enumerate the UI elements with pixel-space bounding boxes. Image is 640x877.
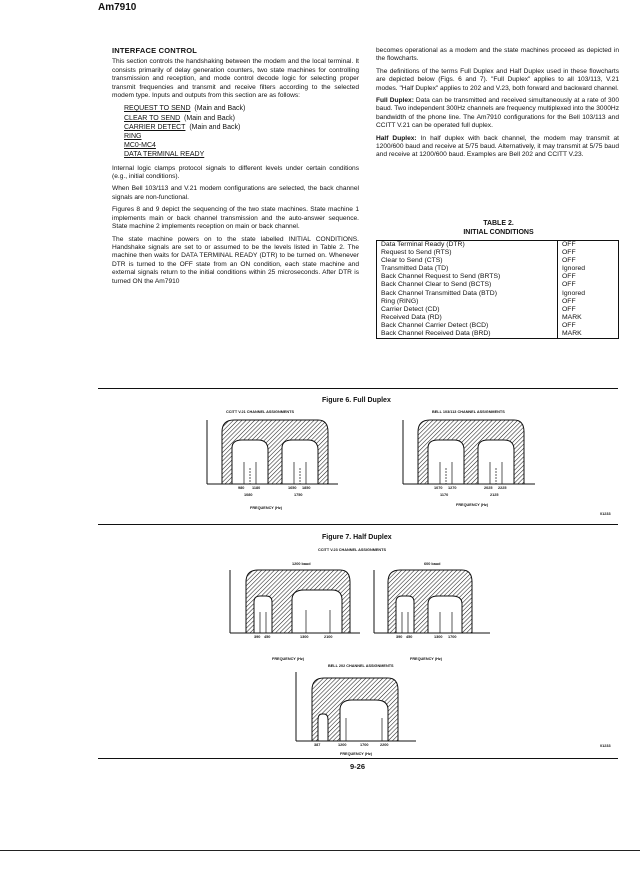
- tick-label: 390: [396, 635, 403, 639]
- tick-label: 980: [238, 486, 245, 490]
- value-cell: OFF: [558, 249, 619, 257]
- tick-label: 1700: [448, 635, 457, 639]
- value-cell: OFF: [558, 298, 619, 306]
- figure-6-right-label: BELL 103/113 CHANNEL ASSIGNMENTS: [432, 410, 505, 414]
- half-duplex-lead: Half Duplex:: [376, 134, 417, 142]
- table-title: TABLE 2.: [483, 220, 514, 227]
- value-cell: OFF: [558, 257, 619, 265]
- tick-label: 450: [406, 635, 413, 639]
- section-heading: INTERFACE CONTROL: [112, 46, 198, 55]
- value-cell: OFF: [558, 306, 619, 314]
- signal-cell: Back Channel Carrier Detect (BCD): [381, 321, 489, 329]
- value-cell: MARK: [558, 314, 619, 322]
- tick-label: 1200: [338, 743, 347, 747]
- list-item: MC0-MC4: [124, 142, 156, 150]
- figure-6-title: Figure 6. Full Duplex: [322, 397, 391, 404]
- axis-label: FREQUENCY (Hz): [250, 506, 282, 510]
- figure-7-right-diagram: [374, 570, 490, 633]
- figure-7-bottom-diagram: [296, 672, 416, 741]
- tick-label: 1700: [360, 743, 369, 747]
- tick-label: 1180: [252, 486, 261, 490]
- paragraph: Figures 8 and 9 depict the sequencing of the two state machines. State machine 1 implements main or back channel transmission and the auto-answer sequence. State machine 2 implements reception on main or back channel.: [112, 206, 359, 231]
- page-number: 9-26: [350, 762, 366, 771]
- axis-label: FREQUENCY (Hz): [272, 657, 304, 661]
- signal-cell: Back Channel Received Data (BRD): [381, 330, 491, 338]
- tick-label: 2225: [498, 486, 507, 490]
- tick-label: 1300: [300, 635, 309, 639]
- value-cell: MARK: [558, 330, 619, 339]
- figure-7-bottom-label: BELL 202 CHANNEL ASSIGNMENTS: [328, 664, 394, 668]
- list-item: REQUEST TO SEND (Main and Back): [124, 105, 246, 113]
- signal-cell: Ring (RING): [381, 297, 419, 305]
- signal-cell: Back Channel Transmitted Data (BTD): [381, 289, 497, 297]
- paragraph: When Bell 103/113 and V.21 modem configurations are selected, the back channel signals are non-functional.: [112, 185, 359, 201]
- paragraph: becomes operational as a modem and the state machines proceed as depicted in the flowcharts.: [376, 47, 619, 63]
- paragraph: The definitions of the terms Full Duplex and Half Duplex used in these flowcharts are depicted below (Figs. 6 and 7). "Full Duplex" applies to all 103/113, V.21 modes. "Half Duplex" applies to 202 and V.23, both forward and backward channel.: [376, 67, 619, 92]
- value-cell: OFF: [558, 281, 619, 289]
- figure-7-top-label: CCITT V.23 CHANNEL ASSIGNMENTS: [318, 548, 387, 552]
- figure-7-right-tag: 600 baud: [424, 562, 441, 566]
- axis-label: FREQUENCY (Hz): [410, 657, 442, 661]
- tick-label: 1750: [294, 493, 303, 497]
- tick-label: 390: [254, 635, 261, 639]
- tick-label: 450: [264, 635, 271, 639]
- tick-label: 1070: [434, 486, 443, 490]
- tick-label: 1850: [302, 486, 311, 490]
- signal-cell: Back Channel Request to Send (BRTS): [381, 273, 501, 281]
- signal-cell: Received Data (RD): [381, 313, 442, 321]
- figure-7-title: Figure 7. Half Duplex: [322, 534, 392, 541]
- signal-cell: Transmitted Data (TD): [381, 265, 449, 273]
- figure-7-left-tag: 1200 baud: [292, 562, 311, 566]
- paragraph: The state machine powers on to the state labelled INITIAL CONDITIONS. Handshake signals are set to or assumed to be the levels listed in Table 2. The machine then waits for DATA TERMINAL READY (DTR) to be turned on. Whenever DTR is turned to the OFF state from an ON condition, each state machine and external signals return to the initial conditions within 25 microseconds. After DTR is turned ON the Am7910: [112, 235, 359, 285]
- value-cell: OFF: [558, 273, 619, 281]
- list-item: DATA TERMINAL READY: [124, 151, 205, 159]
- list-item: CLEAR TO SEND (Main and Back): [124, 114, 236, 122]
- paragraph: Internal logic clamps protocol signals to different levels under certain conditions (e.g., initial conditions).: [112, 164, 359, 181]
- tick-label: 1080: [244, 493, 253, 497]
- half-duplex-text: In half duplex with back channel, the modem may transmit at 1200/600 baud and receive at 5/75 baud. Alternatively, it may transmit at 5/75 baud and receive at 1200/600 baud. Examples are Bell 202 and CCITT V.23.: [376, 134, 619, 159]
- figure-7-left-diagram: [230, 570, 360, 633]
- tick-label: 2125: [490, 493, 499, 497]
- value-cell: OFF: [558, 241, 619, 250]
- table-subtitle: INITIAL CONDITIONS: [463, 229, 534, 236]
- figure-6-left-label: CCITT V.21 CHANNEL ASSIGNMENTS: [226, 410, 295, 414]
- signal-cell: Back Channel Clear to Send (BCTS): [381, 281, 492, 289]
- paragraph: This section controls the handshaking between the modem and the local terminal. It consists primarily of delay generation counters, two state machines for controlling transmission and reception, and mode control decode logic for selecting proper transmit frequencies and transmit and receive filters according to the selected modem type. Inputs and outputs from this section are as follows:: [112, 58, 359, 100]
- tick-label: 1270: [448, 486, 457, 490]
- full-duplex-lead: Full Duplex:: [376, 97, 414, 105]
- axis-label: FREQUENCY (Hz): [456, 503, 488, 507]
- figure-code: 01233: [600, 512, 611, 516]
- tick-label: 1170: [440, 493, 449, 497]
- tick-label: 1650: [288, 486, 297, 490]
- tick-label: 1300: [434, 635, 443, 639]
- tick-label: 2200: [380, 743, 389, 747]
- divider: [98, 758, 618, 759]
- tick-label: 2100: [324, 635, 333, 639]
- value-cell: Ignored: [558, 290, 619, 298]
- tick-label: 387: [314, 743, 321, 747]
- figure-6-right-diagram: [403, 420, 535, 484]
- divider: [98, 524, 618, 525]
- signal-cell: Carrier Detect (CD): [381, 305, 440, 313]
- figure-6-left-diagram: [207, 420, 338, 484]
- page-header: Am7910: [98, 2, 137, 13]
- signal-cell: Request to Send (RTS): [381, 249, 452, 257]
- value-cell: Ignored: [558, 265, 619, 273]
- value-cell: OFF: [558, 322, 619, 330]
- signal-cell: Clear to Send (CTS): [381, 257, 443, 265]
- tick-label: 2025: [484, 486, 493, 490]
- bottom-rule: [0, 850, 640, 851]
- list-item: RING: [124, 133, 142, 141]
- signal-cell: Data Terminal Ready (DTR): [377, 241, 558, 250]
- list-item: CARRIER DETECT (Main and Back): [124, 123, 241, 131]
- axis-label: FREQUENCY (Hz): [340, 752, 372, 756]
- full-duplex-text: Data can be transmitted and received simultaneously at a rate of 300 baud. Two independent 300Hz channels are frequency multiplexed into the 3000Hz bandwidth of the phone line. The Am7910 configurations for the Bell 103/113 and CCITT V.21 can be operated full duplex.: [376, 97, 619, 130]
- figure-code: 01233: [600, 744, 611, 748]
